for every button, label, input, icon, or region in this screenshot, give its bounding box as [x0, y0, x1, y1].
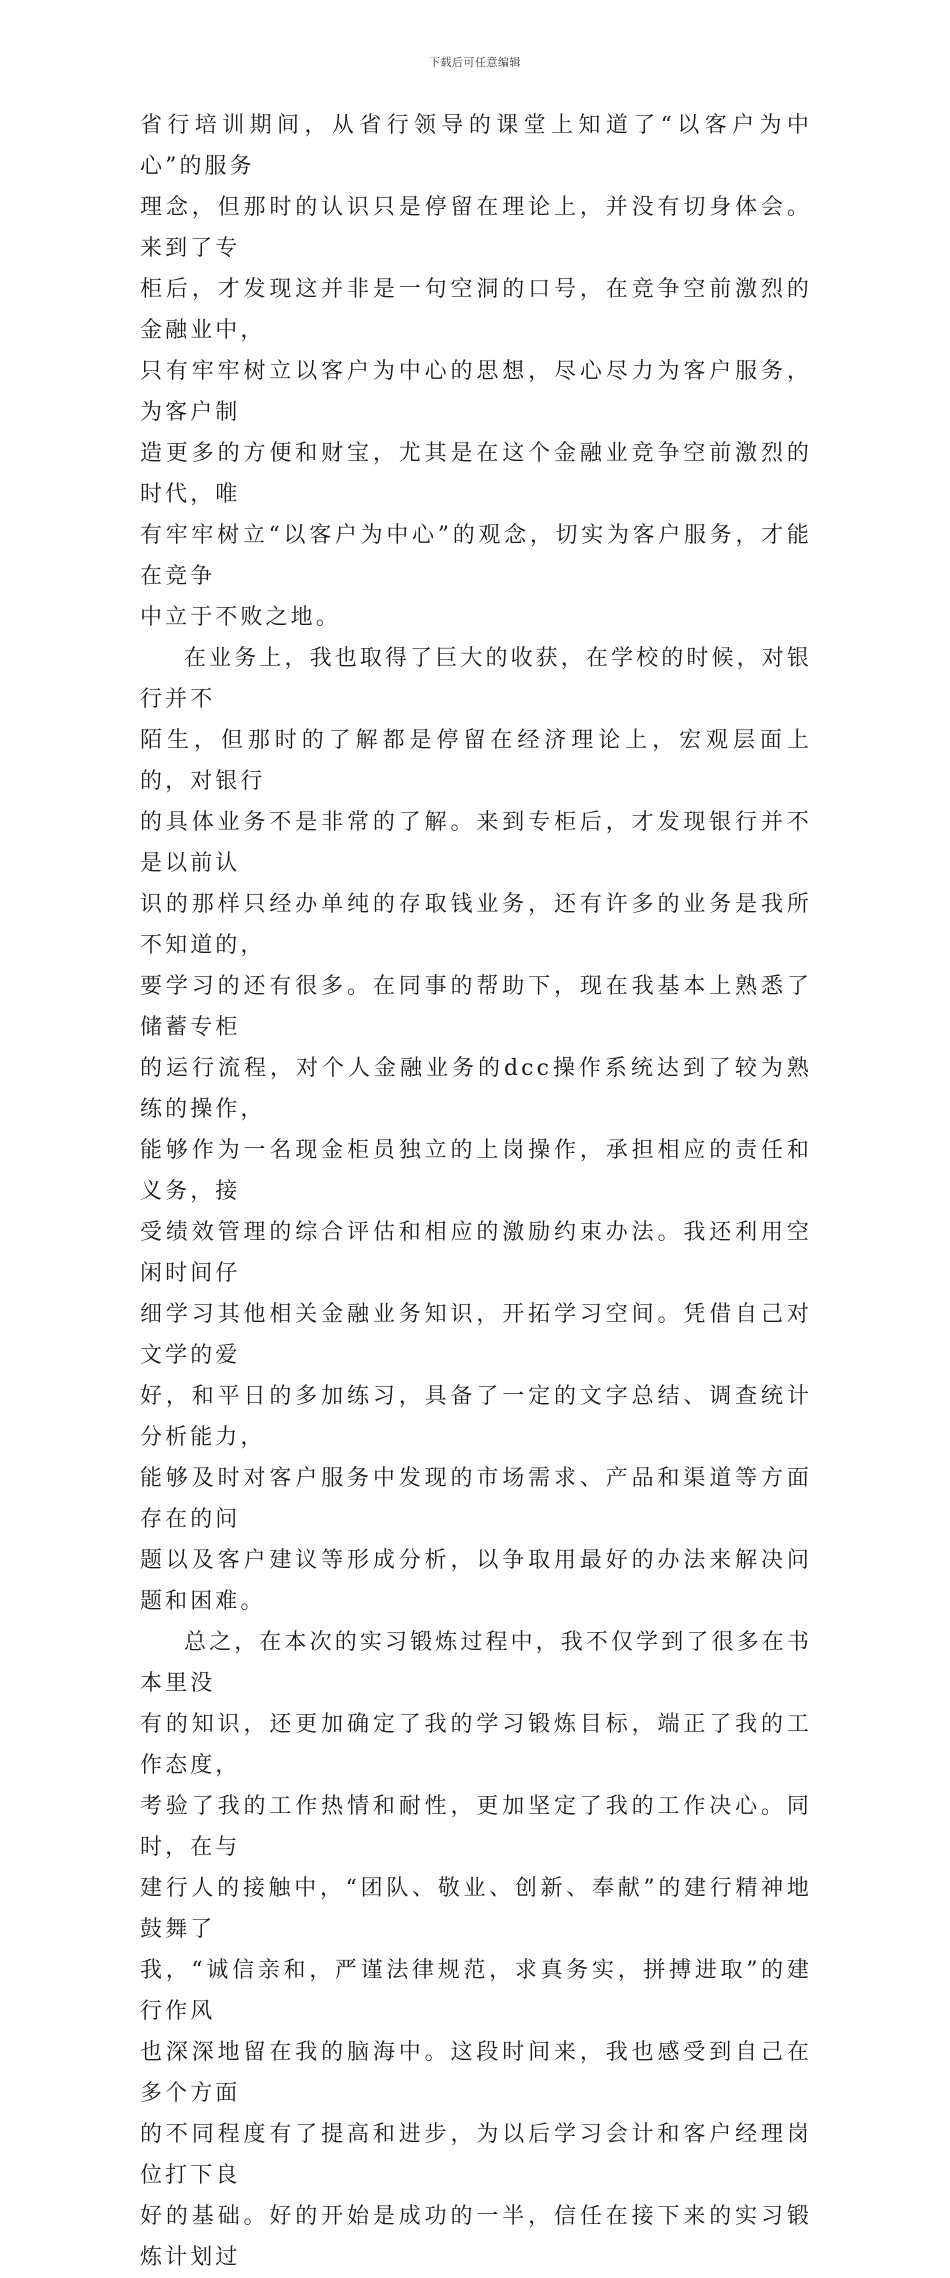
text-line: 题以及客户建议等形成分析，以争取用最好的办法来解决问题和困难。 — [140, 1548, 812, 1614]
paragraph — [140, 1622, 812, 2278]
text-line: 识的那样只经办单纯的存取钱业务，还有许多的业务是我所不知道的， — [140, 892, 812, 958]
text-line: 建行人的接触中，“团队、敬业、创新、奉献”的建行精神地鼓舞了 — [140, 1876, 812, 1942]
text-line: 造更多的方便和财宝，尤其是在这个金融业竞争空前激烈的时代，唯 — [140, 441, 812, 507]
text-line: 细学习其他相关金融业务知识，开拓学习空间。凭借自己对文学的爱 — [140, 1302, 812, 1368]
page-header: 下载后可任意编辑 — [429, 56, 521, 69]
text-line: 在业务上，我也取得了巨大的收获，在学校的时候，对银行并不 — [140, 646, 812, 712]
text-line: 有的知识，还更加确定了我的学习锻炼目标，端正了我的工作态度， — [140, 1712, 812, 1778]
text-line: 总之，在本次的实习锻炼过程中，我不仅学到了很多在书本里没 — [140, 1630, 812, 1696]
text-line: 要学习的还有很多。在同事的帮助下，现在我基本上熟悉了储蓄专柜 — [140, 974, 812, 1040]
text-line: 理念，但那时的认识只是停留在理论上，并没有切身体会。来到了专 — [140, 195, 812, 261]
text-line: 受绩效管理的综合评估和相应的激励约束办法。我还利用空闲时间仔 — [140, 1220, 812, 1286]
text-line: 能够作为一名现金柜员独立的上岗操作，承担相应的责任和义务，接 — [140, 1138, 812, 1204]
paragraph — [140, 638, 812, 1622]
text-line: 的不同程度有了提高和进步，为以后学习会计和客户经理岗位打下良 — [140, 2122, 812, 2188]
text-line: 中立于不败之地。 — [140, 605, 341, 630]
document-body — [140, 105, 812, 2278]
text-line: 好的基础。好的开始是成功的一半，信任在接下来的实习锻炼计划过 — [140, 2204, 812, 2270]
text-line: 陌生，但那时的了解都是停留在经济理论上，宏观层面上的，对银行 — [140, 728, 812, 794]
text-line: 我，“诚信亲和，严谨法律规范，求真务实，拼搏进取”的建行作风 — [140, 1958, 812, 2024]
text-line: 省行培训期间，从省行领导的课堂上知道了“以客户为中心”的服务 — [140, 113, 812, 179]
text-line: 考验了我的工作热情和耐性，更加坚定了我的工作决心。同时，在与 — [140, 1794, 812, 1860]
paragraph — [140, 105, 812, 638]
text-line: 能够及时对客户服务中发现的市场需求、产品和渠道等方面存在的问 — [140, 1466, 812, 1532]
text-line: 只有牢牢树立以客户为中心的思想，尽心尽力为客户服务，为客户制 — [140, 359, 812, 425]
text-line: 好，和平日的多加练习，具备了一定的文字总结、调查统计分析能力， — [140, 1384, 812, 1450]
text-line: 有牢牢树立“以客户为中心”的观念，切实为客户服务，才能在竞争 — [140, 523, 812, 589]
text-line: 的运行流程，对个人金融业务的dcc操作系统达到了较为熟练的操作， — [140, 1056, 812, 1122]
text-line: 柜后，才发现这并非是一句空洞的口号，在竞争空前激烈的金融业中， — [140, 277, 812, 343]
text-line: 的具体业务不是非常的了解。来到专柜后，才发现银行并不是以前认 — [140, 810, 812, 876]
text-line: 也深深地留在我的脑海中。这段时间来，我也感受到自己在多个方面 — [140, 2040, 812, 2106]
